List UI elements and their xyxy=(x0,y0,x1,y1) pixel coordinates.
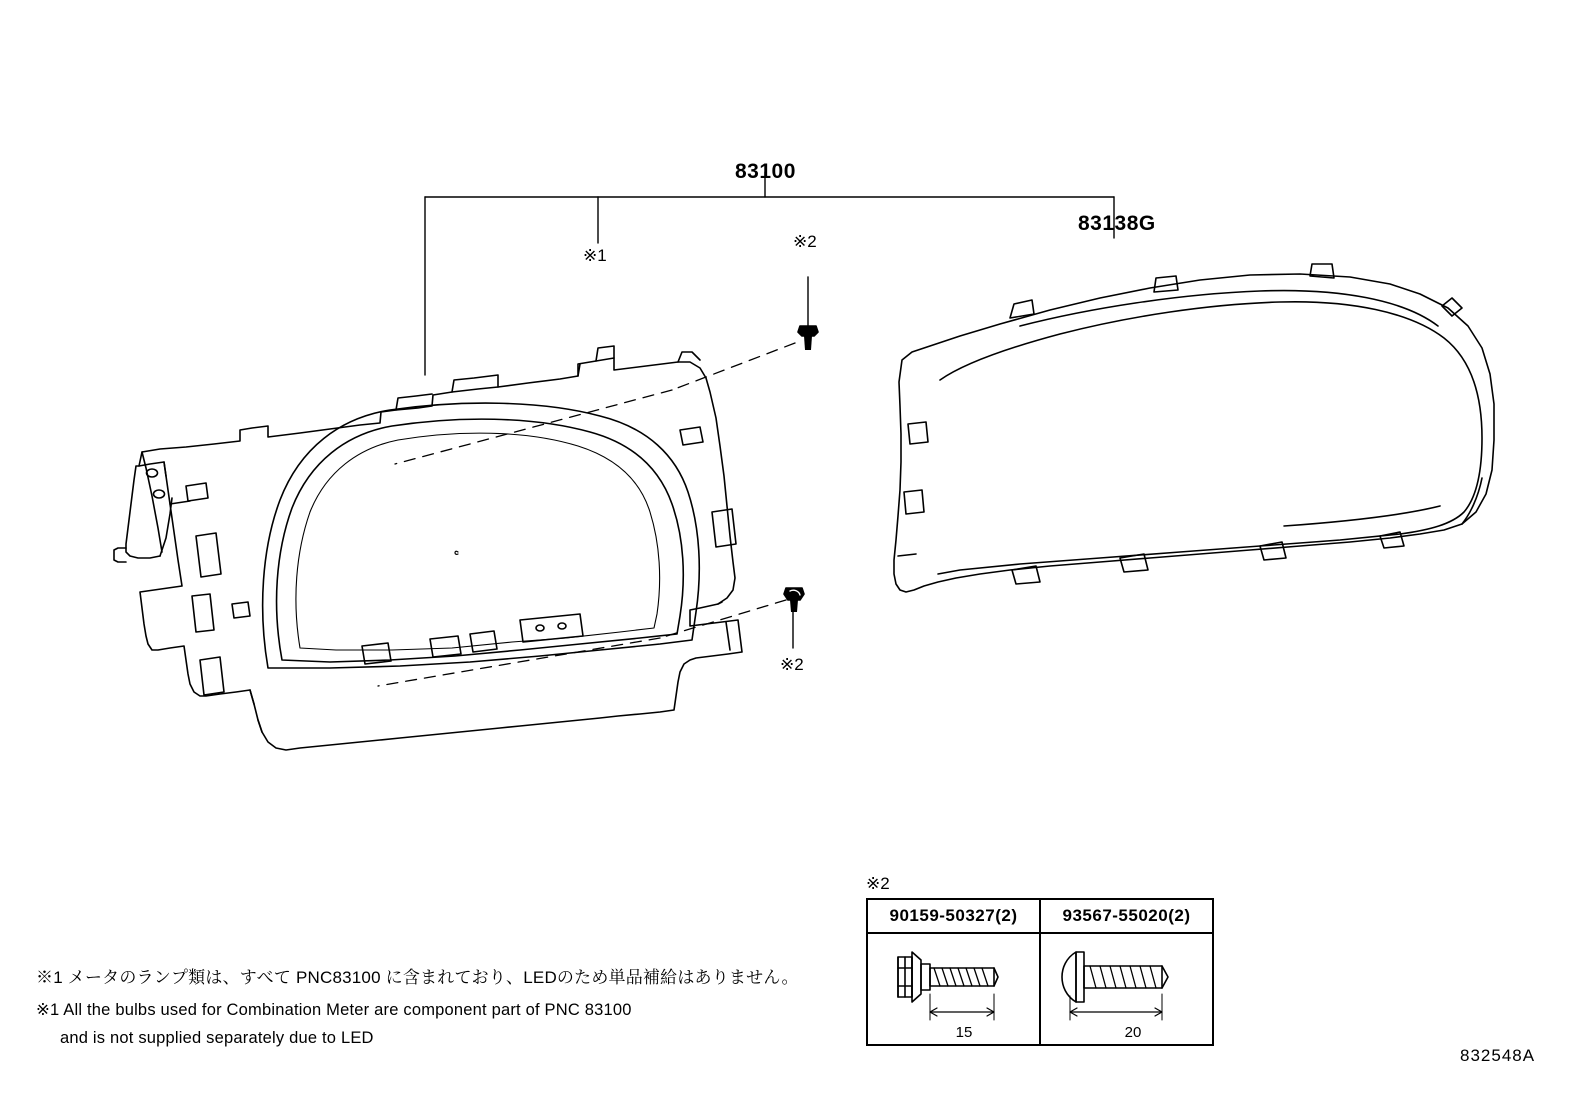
bolt-part-number-1: 90159-50327(2) xyxy=(868,900,1041,932)
figure-code: 832548A xyxy=(1460,1046,1536,1065)
bolt-part-number-2: 93567-55020(2) xyxy=(1062,906,1191,925)
note-english-line2: and is not supplied separately due to LED xyxy=(60,1029,374,1047)
bolt-dimension-2: 20 xyxy=(1124,1024,1142,1041)
note-japanese: ※1 メータのランプ類は、すべて PNC83100 に含まれており、LEDのため単品補給はありません。 xyxy=(36,968,799,987)
leader-83100 xyxy=(425,172,1114,375)
bolt-table xyxy=(866,898,1214,1046)
screw-lower xyxy=(784,588,804,612)
combination-meter-body xyxy=(114,346,742,750)
marker-star1: ※1 xyxy=(583,246,607,265)
bolt-cell-2 xyxy=(1041,934,1212,1046)
bolt-table-marker: ※2 xyxy=(866,874,890,893)
bolt-dimension-1: 15 xyxy=(955,1024,973,1041)
callout-83100: 83100 xyxy=(735,160,796,183)
marker-star2-lower: ※2 xyxy=(780,655,804,674)
bolt-table-header xyxy=(868,900,1212,934)
bolt-cell-1 xyxy=(868,934,1041,1046)
callout-83138g: 83138G xyxy=(1078,212,1156,235)
bolt-table-body xyxy=(868,934,1212,1046)
meter-cover-83138g xyxy=(894,264,1494,592)
note-english-line1: ※1 All the bulbs used for Combination Meter are component part of PNC 83100 xyxy=(36,1001,632,1019)
screw-upper xyxy=(798,326,818,350)
marker-star2-upper: ※2 xyxy=(793,232,817,251)
